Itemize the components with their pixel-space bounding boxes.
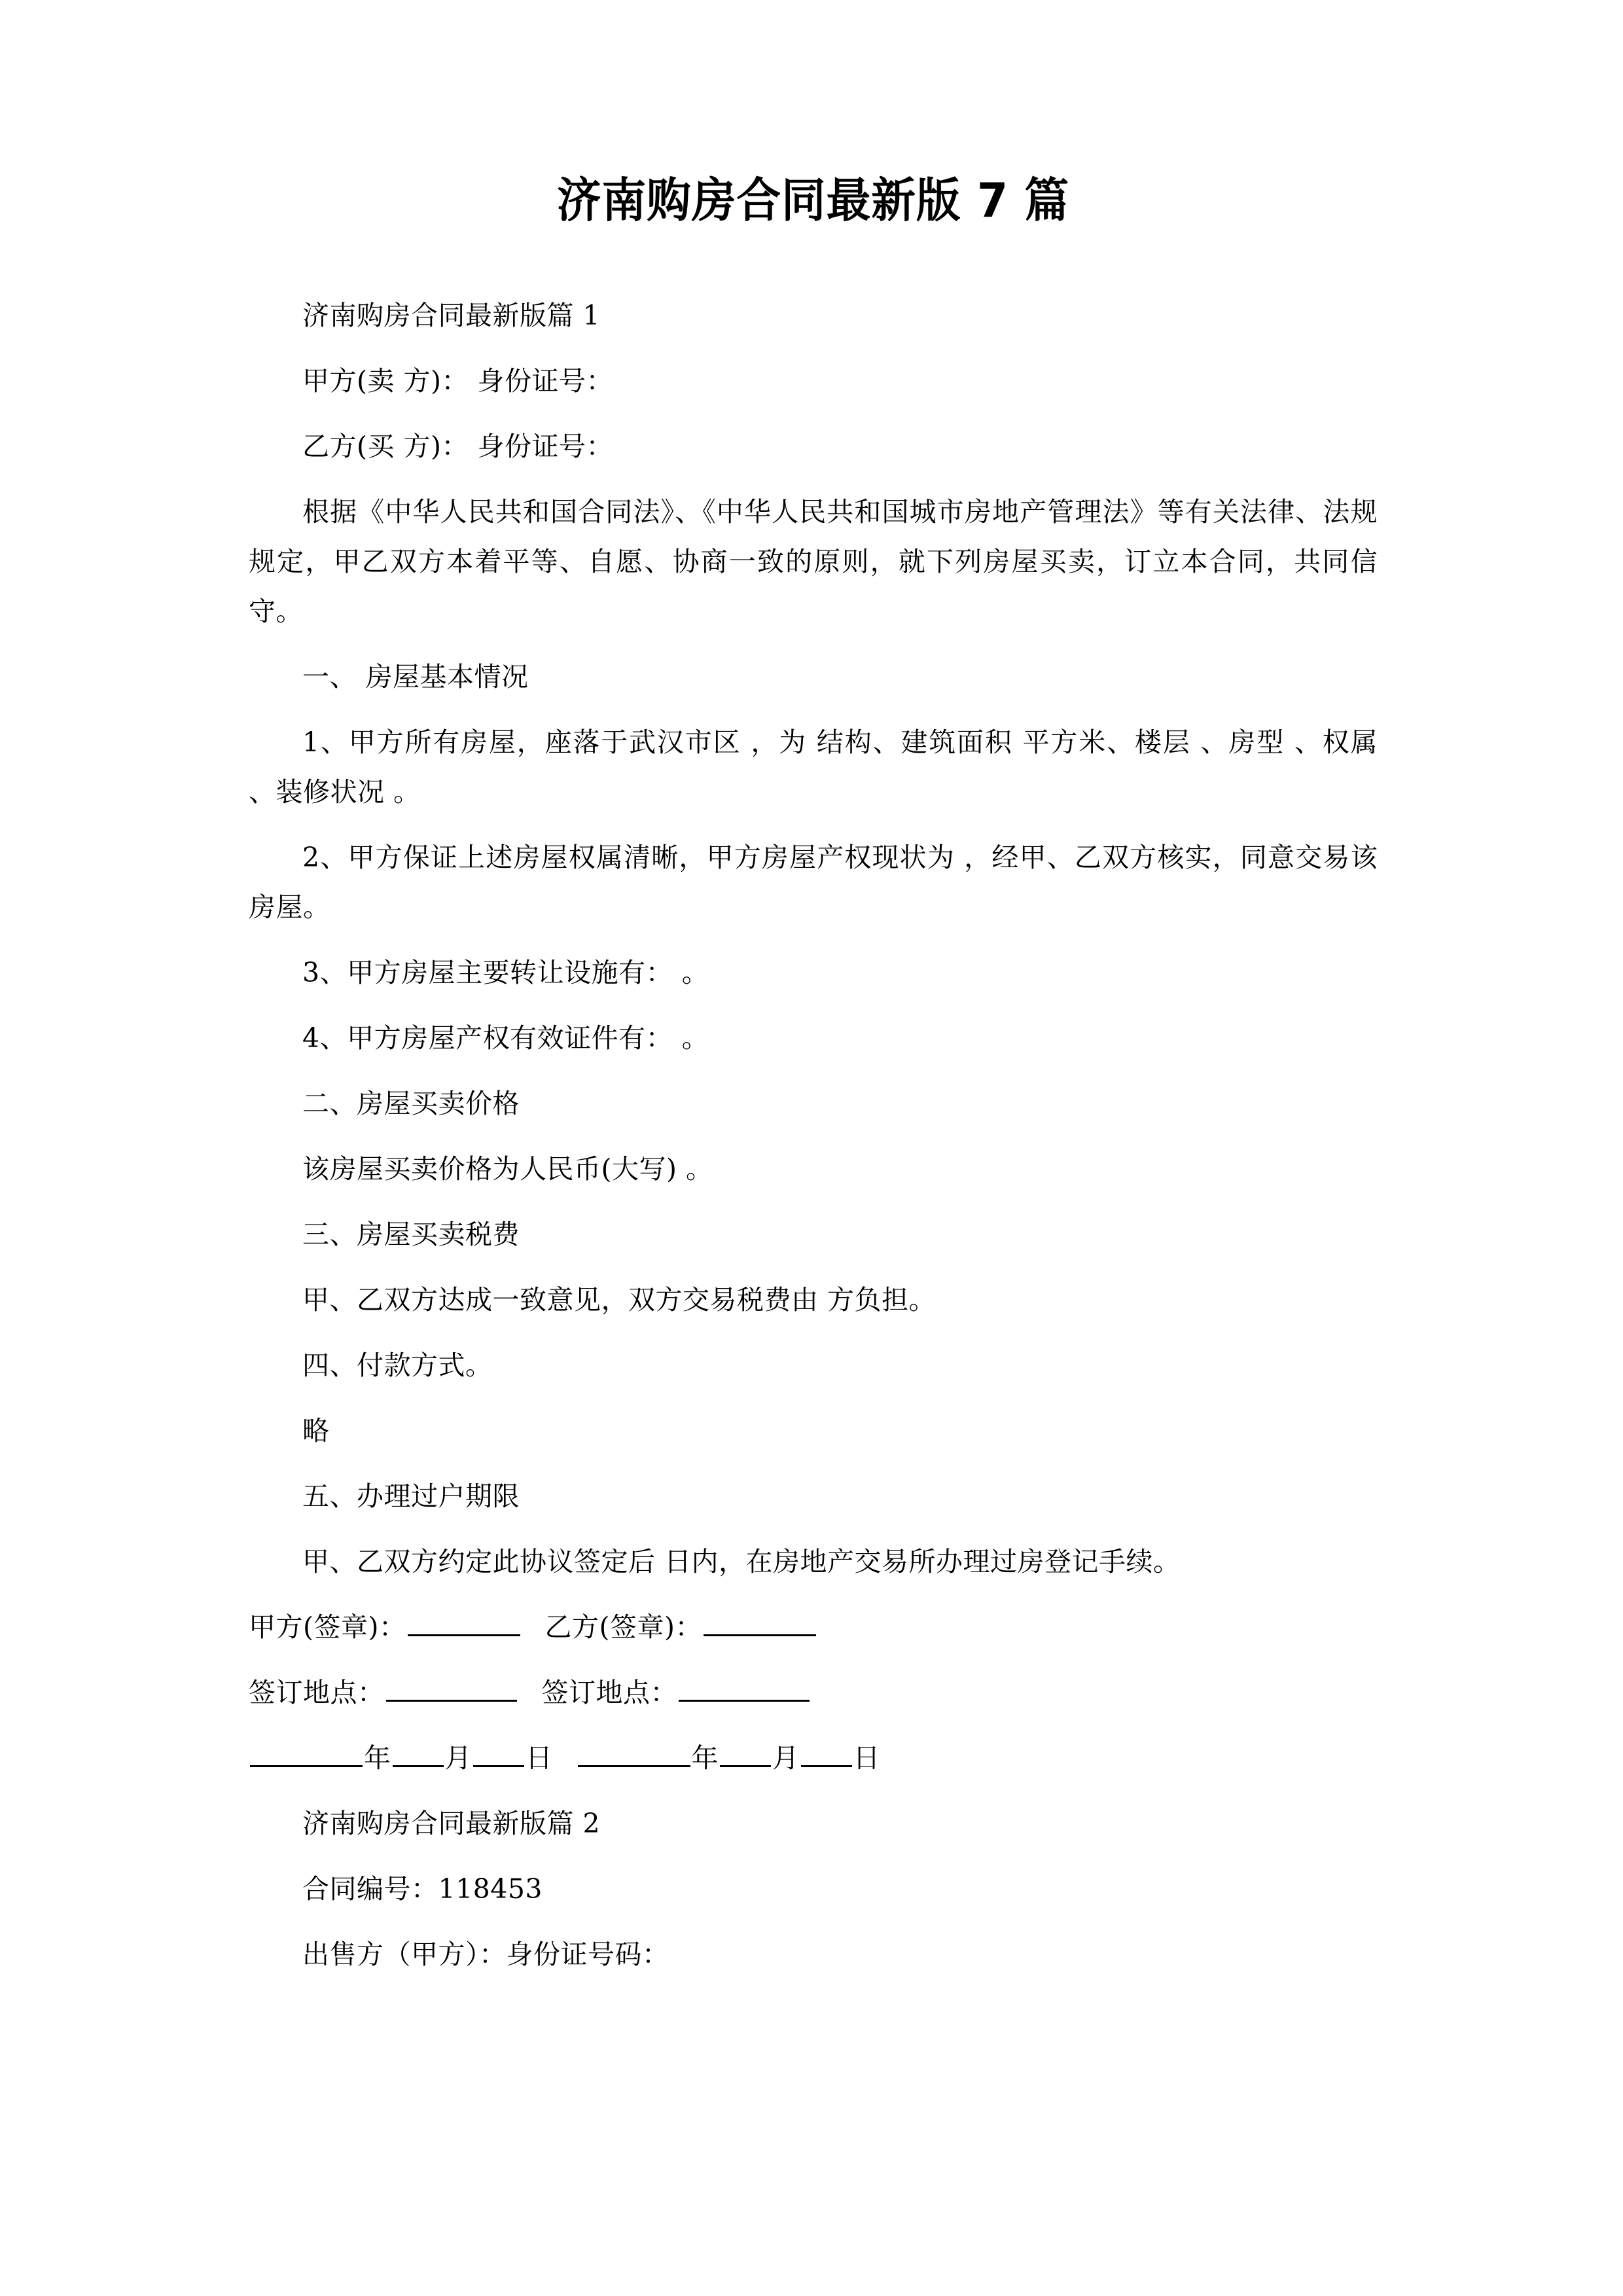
party-b-signature-label: 乙方(签章)： [544, 1611, 702, 1643]
day-label-a: 日 [526, 1742, 553, 1774]
party-b-signature-field[interactable] [704, 1609, 816, 1636]
date-day-field-b[interactable] [801, 1740, 852, 1767]
date-day-field-a[interactable] [473, 1740, 524, 1767]
contract-number-line [249, 1864, 1378, 1914]
article-four-body: 略 [302, 1415, 330, 1446]
date-year-field-b[interactable] [578, 1740, 690, 1767]
month-label-b: 月 [772, 1742, 800, 1774]
section-heading-part-2: 济南购房合同最新版篇 2 [302, 1808, 601, 1839]
seller-identity-line: 出售方（甲方）：身份证号码： [302, 1939, 669, 1970]
article-three-body: 甲、乙双方达成一致意见，双方交易税费由 方负担。 [302, 1284, 936, 1316]
signing-place-label-b: 签订地点： [541, 1677, 677, 1708]
article-one-heading: 一、 房屋基本情况 [302, 661, 529, 692]
contract-number-label: 合同编号： [302, 1873, 438, 1905]
date-row [249, 1733, 1378, 1783]
article-three-heading: 三、房屋买卖税费 [302, 1219, 520, 1250]
day-label-b: 日 [853, 1742, 880, 1774]
section-heading-part-1: 济南购房合同最新版篇 1 [302, 300, 601, 331]
date-year-field-a[interactable] [250, 1740, 363, 1767]
month-label-a: 月 [444, 1742, 472, 1774]
year-label-b: 年 [691, 1742, 719, 1774]
signing-place-field-a[interactable] [386, 1675, 517, 1702]
article-one-item-3: 3、甲方房屋主要转让设施有： 。 [302, 957, 709, 988]
signature-row [249, 1602, 1378, 1652]
signing-place-field-b[interactable] [679, 1675, 810, 1702]
article-two-heading: 二、房屋买卖价格 [302, 1088, 520, 1119]
article-four-heading: 四、付款方式。 [302, 1350, 493, 1381]
document-body [249, 224, 1378, 1979]
article-five-body: 甲、乙双方约定此协议签定后 日内，在房地产交易所办理过房登记手续。 [302, 1546, 1181, 1577]
party-b-identity-line: 乙方(买 方)： 身份证号： [302, 431, 614, 462]
signing-place-label-a: 签订地点： [249, 1677, 385, 1708]
party-a-signature-field[interactable] [408, 1609, 520, 1636]
date-month-field-b[interactable] [720, 1740, 771, 1767]
article-one-item-1: 1、甲方所有房屋，座落于武汉市区 ，为 结构、建筑面积 平方米、楼层 、房型 、权属 、装修状况 。 [249, 726, 1378, 808]
article-one-item-2: 2、甲方保证上述房屋权属清晰，甲方房屋产权现状为 ，经甲、乙双方核实，同意交易该房屋。 [249, 842, 1378, 923]
party-a-identity-line: 甲方(卖 方)： 身份证号： [302, 365, 614, 397]
document-content [249, 0, 1378, 1995]
page-title: 济南购房合同最新版 7 篇 [556, 173, 1070, 228]
contract-number-value: 118453 [438, 1873, 543, 1905]
date-month-field-a[interactable] [393, 1740, 444, 1767]
article-two-body: 该房屋买卖价格为人民币(大写) 。 [302, 1153, 713, 1185]
legal-basis-paragraph: 根据《中华人民共和国合同法》、《中华人民共和国城市房地产管理法》等有关法律、法规规定，甲乙双方本着平等、自愿、协商一致的原则，就下列房屋买卖，订立本合同，共同信守。 [249, 496, 1378, 627]
party-a-signature-label: 甲方(签章)： [249, 1611, 406, 1643]
signing-place-row [249, 1668, 1378, 1717]
article-one-item-4: 4、甲方房屋产权有效证件有： 。 [302, 1022, 709, 1054]
article-five-heading: 五、办理过户期限 [302, 1480, 520, 1512]
year-label-a: 年 [364, 1742, 391, 1774]
